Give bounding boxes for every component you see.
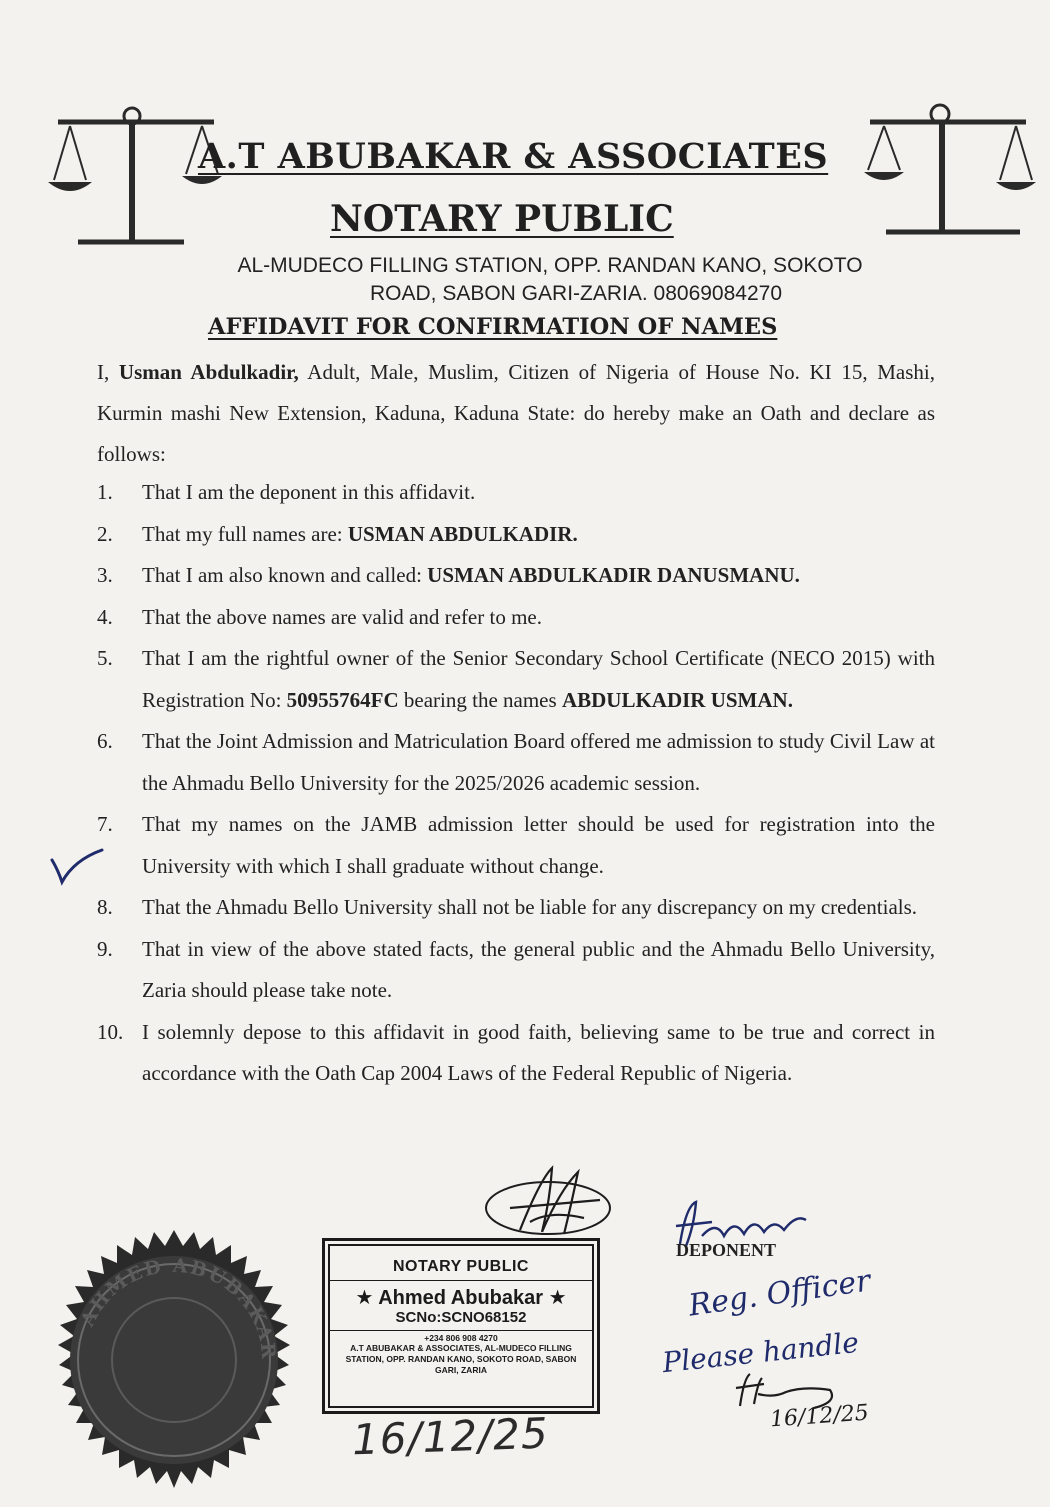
firm-name: A.T ABUBAKAR & ASSOCIATES — [198, 136, 829, 177]
list-item — [97, 804, 935, 887]
please-handle-note: Please handle — [660, 1325, 861, 1380]
item-number: 9. — [97, 936, 113, 961]
item-number: 4. — [97, 604, 113, 629]
item-text: That the Joint Admission and Matriculation Board offered me admission to study Civil Law at the Ahmadu Bello University for the 2025/2026 academic session. — [142, 729, 935, 795]
item-text: That in view of the above stated facts, the general public and the Ahmadu Bello University, Zaria should please take note. — [142, 936, 935, 1002]
list-item — [97, 721, 935, 804]
notary-stamp — [322, 1238, 600, 1414]
list-item — [97, 472, 935, 514]
alias-names: USMAN ABDULKADIR DANUSMANU. — [427, 563, 800, 587]
seal-text: AHMED ABUBAKAR — [76, 1254, 280, 1362]
item-number: 5. — [97, 646, 113, 670]
stamp-notary-name: ★ Ahmed Abubakar ★ — [355, 1287, 567, 1309]
reg-officer-note: Reg. Officer — [686, 1263, 873, 1324]
document-title: AFFIDAVIT FOR CONFIRMATION OF NAMES — [208, 314, 778, 340]
item-number: 1. — [97, 480, 113, 504]
list-item — [97, 638, 935, 721]
item-text: I solemnly depose to this affidavit in good faith, believing same to be true and correct in accordance with the Oath Cap 2004 Laws of the Federal Republic of Nigeria. — [142, 1019, 935, 1085]
item-number: 10. — [97, 1019, 124, 1044]
item-number: 8. — [97, 895, 113, 919]
list-item — [97, 555, 935, 597]
item-text: That I am also known and called: — [142, 563, 428, 587]
embossed-seal — [34, 1228, 314, 1507]
declaration-list — [97, 472, 935, 1095]
registration-number: 50955764FC — [286, 687, 399, 712]
intro-prefix: I, — [97, 360, 119, 384]
stamp-divider — [330, 1280, 592, 1281]
address-line-1: AL-MUDECO FILLING STATION, OPP. RANDAN KANO, SOKOTO — [237, 254, 863, 277]
item-text: That I am the deponent in this affidavit. — [142, 480, 476, 504]
list-item — [97, 597, 935, 639]
item-text: That my full names are: — [142, 521, 348, 546]
scales-of-justice-right-icon — [864, 100, 1044, 250]
intro-text: Adult, Male, Muslim, Citizen of Nigeria of House No. KI 15, Mashi, Kurmin mashi New Extension, Kaduna, Kaduna State: do hereby make an Oath and declare as follows: — [97, 360, 935, 466]
notary-public-title: NOTARY PUBLIC — [330, 198, 674, 240]
stamp-divider — [330, 1330, 592, 1331]
item-number: 2. — [97, 521, 113, 546]
item-number: 7. — [97, 812, 113, 836]
list-item — [97, 514, 935, 556]
scales-of-justice-left-icon — [44, 104, 224, 254]
item-text: That the Ahmadu Bello University shall not be liable for any discrepancy on my credentials. — [142, 895, 918, 919]
item-text: That my names on the JAMB admission letter should be used for registration into the University with which I shall graduate without change. — [142, 812, 935, 878]
list-item — [97, 929, 935, 1012]
full-names: USMAN ABDULKADIR. — [347, 521, 578, 546]
item-text: That the above names are valid and refer to me. — [142, 604, 542, 629]
item-number: 3. — [97, 563, 113, 587]
notary-stamp-inner — [328, 1244, 594, 1408]
stamp-scn: SCNo:SCNO68152 — [395, 1309, 527, 1326]
intro-paragraph — [97, 352, 935, 475]
list-item — [97, 1012, 935, 1095]
item-text: bearing the names — [398, 687, 562, 712]
stamp-phone: +234 806 908 4270 — [424, 1333, 498, 1343]
address-line-2: ROAD, SABON GARI-ZARIA. 08069084270 — [369, 282, 782, 305]
deponent-name: Usman Abdulkadir, — [118, 360, 299, 384]
firm-address — [150, 252, 950, 308]
certificate-names: ABDULKADIR USMAN. — [561, 687, 793, 712]
item-number: 6. — [97, 729, 113, 753]
item-text: That I am the rightful owner of the Senior Secondary School Certificate (NECO 2015) with Registration No: — [142, 646, 935, 712]
annotation-date: 16/12/25 — [769, 1400, 870, 1433]
checkmark-icon — [48, 846, 108, 891]
stamp-date: 16/12/25 — [351, 1408, 550, 1465]
list-item — [97, 887, 935, 929]
stamp-address: A.T ABUBAKAR & ASSOCIATES, AL-MUDECO FILLING STATION, OPP. RANDAN KANO, SOKOTO ROAD, SABON GARI, ZARIA — [345, 1343, 577, 1375]
stamp-title: NOTARY PUBLIC — [393, 1258, 529, 1275]
deponent-label: DEPONENT — [676, 1240, 777, 1260]
